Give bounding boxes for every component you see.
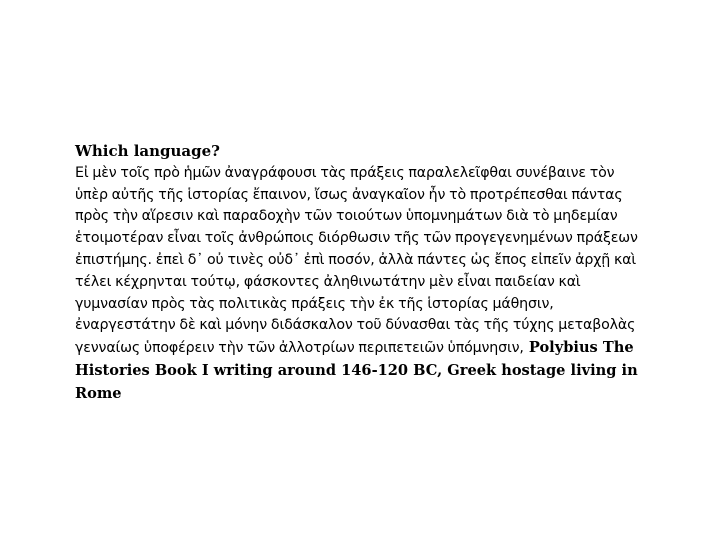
greek-passage: Εἰ μὲν τοῖς πρὸ ἡμῶν ἀναγράφουσι τὰς πράξεις παραλελεῖφθαι συνέβαινε τὸν ὑπὲρ αὐτῆς τῆς ἱστορίας ἔπαινον, ἴσως ἀναγκαῖον ἦν τὸ προτρέπεσθαι πάντας πρὸς τὴν αἵρεσιν καὶ παραδοχὴν τῶν τοιούτων ὑπομνημάτων διὰ τὸ μηδεμίαν ἑτοιμοτέραν εἶναι τοῖς ἀνθρώποις διόρθωσιν τῆς τῶν προγεγενημένων πράξεων ἐπιστήμης. ἐπεὶ δ᾽ οὐ τινὲς οὐδ᾽ ἐπὶ ποσόν, ἀλλὰ πάντες ὡς ἔπος εἰπεῖν ἀρχῇ καὶ τέλει κέχρηνται τούτῳ, φάσκοντες ἀληθινωτάτην μὲν εἶναι παιδείαν καὶ γυμνασίαν πρὸς τὰς πολιτικὰς πράξεις τὴν ἐκ τῆς ἱστορίας μάθησιν, ἐναργεστάτην δὲ καὶ μόνην διδάσκαλον τοῦ δύνασθαι τὰς τῆς τύχης μεταβολὰς γενναίως ὑποφέρειν τὴν τῶν ἀλλοτρίων περιπετειῶν ὑπόμνησιν,: [75, 164, 638, 357]
heading: Which language?: [75, 142, 220, 160]
citation: Polybius The Histories Book I writing around 146-120 BC, Greek hostage living in Rome: [75, 339, 638, 402]
text-block: [75, 141, 645, 406]
